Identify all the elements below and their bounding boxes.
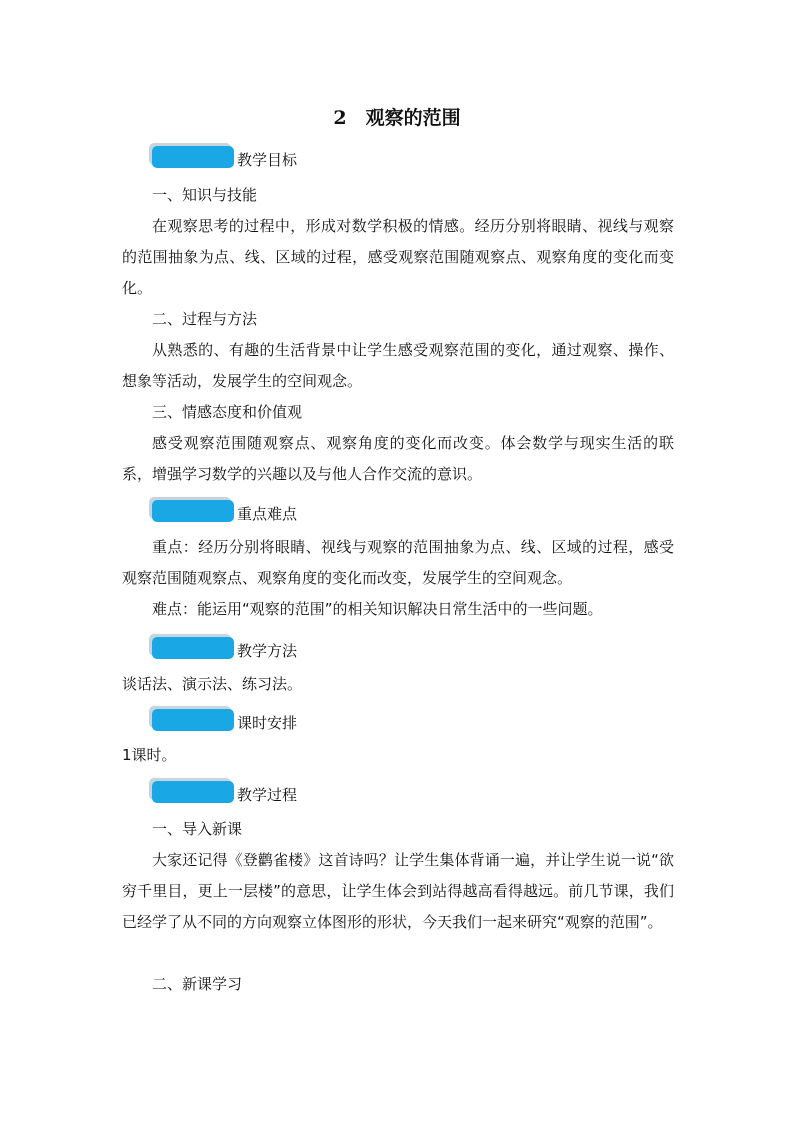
section-label: 课时安排 <box>237 714 298 732</box>
section-tag <box>152 637 234 659</box>
section-tag <box>152 781 234 803</box>
paragraph: 从熟悉的、有趣的生活背景中让学生感受观察范围的变化，通过观察、操作、想象等活动，发展学生的空间观念。 <box>122 341 674 390</box>
section-tag <box>152 146 234 168</box>
paragraph: 重点：经历分别将眼睛、视线与观察的范围抽象为点、线、区域的过程，感受观察范围随观察点、观察角度的变化而改变，发展学生的空间观念。 <box>122 538 674 587</box>
subheading: 三、情感态度和价值观 <box>152 403 303 421</box>
paragraph: 在观察思考的过程中，形成对数学积极的情感。经历分别将眼睛、视线与观察的范围抽象为点、线、区域的过程，感受观察范围随观察点、观察角度的变化而变化。 <box>122 217 674 297</box>
page-title: 2 观察的范围 <box>333 107 461 129</box>
paragraph: 1课时。 <box>122 746 177 764</box>
paragraph: 感受观察范围随观察点、观察角度的变化而改变。体会数学与现实生活的联系，增强学习数学的兴趣以及与他人合作交流的意识。 <box>122 434 674 483</box>
paragraph: 谈话法、演示法、练习法。 <box>122 675 303 693</box>
subheading: 二、过程与方法 <box>152 310 258 328</box>
section-label: 重点难点 <box>237 505 298 523</box>
subheading: 一、导入新课 <box>152 820 243 838</box>
paragraph: 难点：能运用“观察的范围”的相关知识解决日常生活中的一些问题。 <box>152 600 603 618</box>
subheading: 一、知识与技能 <box>152 186 258 204</box>
section-label: 教学过程 <box>237 786 298 804</box>
section-tag <box>152 500 234 522</box>
section-label: 教学方法 <box>237 642 298 660</box>
subheading: 二、新课学习 <box>152 975 243 993</box>
section-label: 教学目标 <box>237 151 298 169</box>
section-tag <box>152 709 234 731</box>
paragraph: 大家还记得《登鹳雀楼》这首诗吗？让学生集体背诵一遍，并让学生说一说“欲穷千里目，更上一层楼”的意思，让学生体会到站得越高看得越远。前几节课，我们已经学了从不同的方向观察立体图形的形状，今天我们一起来研究“观察的范围”。 <box>122 851 674 931</box>
